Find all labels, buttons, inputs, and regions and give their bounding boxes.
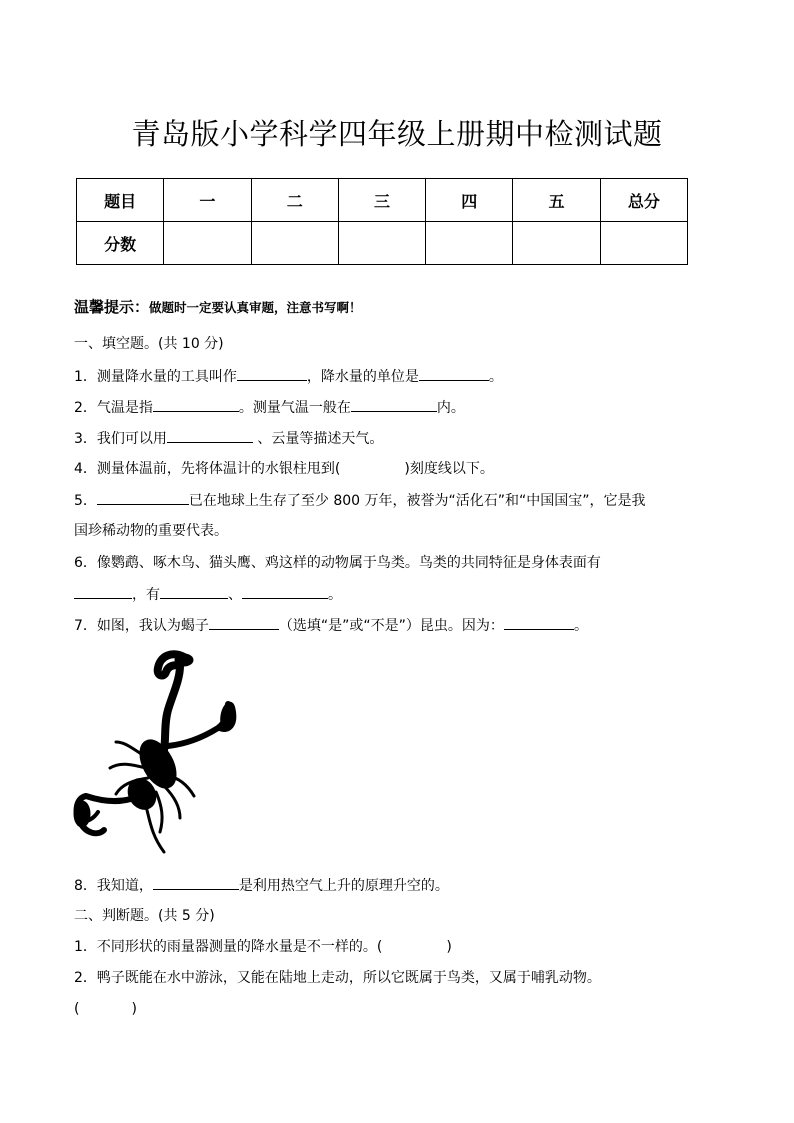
question-text: 1．不同形状的雨量器测量的降水量是不一样的。( [74,939,383,955]
question-1-4 [74,459,494,479]
score-table-header-row [77,179,688,222]
question-2-1 [74,937,452,957]
question-1-2 [74,397,465,418]
question-2-2-cont [74,999,137,1019]
answer-blank[interactable] [97,490,189,505]
score-header-cell: 三 [338,179,425,222]
question-1-6: 6．像鹦鹉、啄木鸟、猫头鹰、鸡这样的动物属于鸟类。鸟类的共同特征是身体表面有 [74,555,601,571]
question-text: 4．测量体温前，先将体温计的水银柱甩到( [74,461,341,477]
question-text: 、云量等描述天气。 [257,431,384,447]
score-cell[interactable] [251,222,338,265]
question-text: ，有 [132,587,160,603]
question-text: 8．我知道， [74,878,153,894]
score-header-cell: 题目 [77,179,164,222]
question-text: )刻度线以下。 [404,461,494,477]
scorpion-icon [68,646,248,861]
score-header-cell: 总分 [600,179,687,222]
score-cell[interactable] [338,222,425,265]
score-header-cell: 五 [513,179,600,222]
section1-heading: 一、填空题。(共 10 分) [74,336,224,352]
question-text: 内。 [436,400,465,416]
section2-heading: 二、判断题。(共 5 分) [74,908,215,924]
question-1-7 [74,615,588,636]
question-text: 2．气温是指 [74,400,153,416]
question-1-6-cont [74,584,342,605]
score-cell[interactable] [513,222,600,265]
question-text: 。测量气温一般在 [238,400,351,416]
tip-label: 温馨提示： [74,298,150,316]
answer-blank[interactable] [351,397,437,412]
answer-blank[interactable] [237,366,307,381]
question-text: （选填“是”或“不是”）昆虫。因为： [278,618,504,634]
score-cell[interactable] [164,222,251,265]
answer-blank[interactable] [242,584,328,599]
question-1-8 [74,875,449,896]
question-text: 已在地球上生存了至少 800 万年，被誉为“活化石”和“中国国宝”，它是我 [188,493,646,509]
tip-text: 做题时一定要认真审题，注意书写啊！ [149,300,362,315]
page-title: 青岛版小学科学四年级上册期中检测试题 [131,117,663,151]
score-cell[interactable] [426,222,513,265]
score-header-cell: 一 [164,179,251,222]
answer-blank[interactable] [153,875,239,890]
question-2-2: 2．鸭子既能在水中游泳，又能在陆地上走动，所以它既属于鸟类，又属于哺乳动物。 [74,970,601,986]
score-table [76,178,688,265]
score-header-cell: 四 [426,179,513,222]
tip-line [74,297,362,318]
answer-blank[interactable] [160,584,228,599]
score-cell[interactable] [600,222,687,265]
answer-blank[interactable] [74,584,132,599]
answer-blank[interactable] [153,397,239,412]
score-header-cell: 二 [251,179,338,222]
question-text: 3．我们可以用 [74,431,167,447]
score-table-score-row [77,222,688,265]
question-text: 5． [74,493,97,509]
question-text: 。 [488,369,503,385]
question-1-5-cont: 国珍稀动物的重要代表。 [74,523,228,539]
question-text: 7．如图，我认为蝎子 [74,618,209,634]
question-text: 。 [328,587,342,603]
answer-blank[interactable] [167,428,253,443]
answer-blank[interactable] [209,615,279,630]
question-text: 。 [573,618,588,634]
question-text: ( [74,1001,80,1017]
answer-blank[interactable] [419,366,489,381]
question-1-1 [74,366,503,387]
question-1-5 [74,490,646,511]
score-row-label: 分数 [77,222,164,265]
question-text: ) [131,1001,137,1017]
answer-blank[interactable] [504,615,574,630]
question-text: ，降水量的单位是 [306,369,419,385]
question-text: ) [446,939,452,955]
question-text: 是利用热空气上升的原理升空的。 [238,878,449,894]
question-text: 、 [228,587,242,603]
question-text: 1．测量降水量的工具叫作 [74,369,237,385]
question-1-3 [74,428,383,449]
